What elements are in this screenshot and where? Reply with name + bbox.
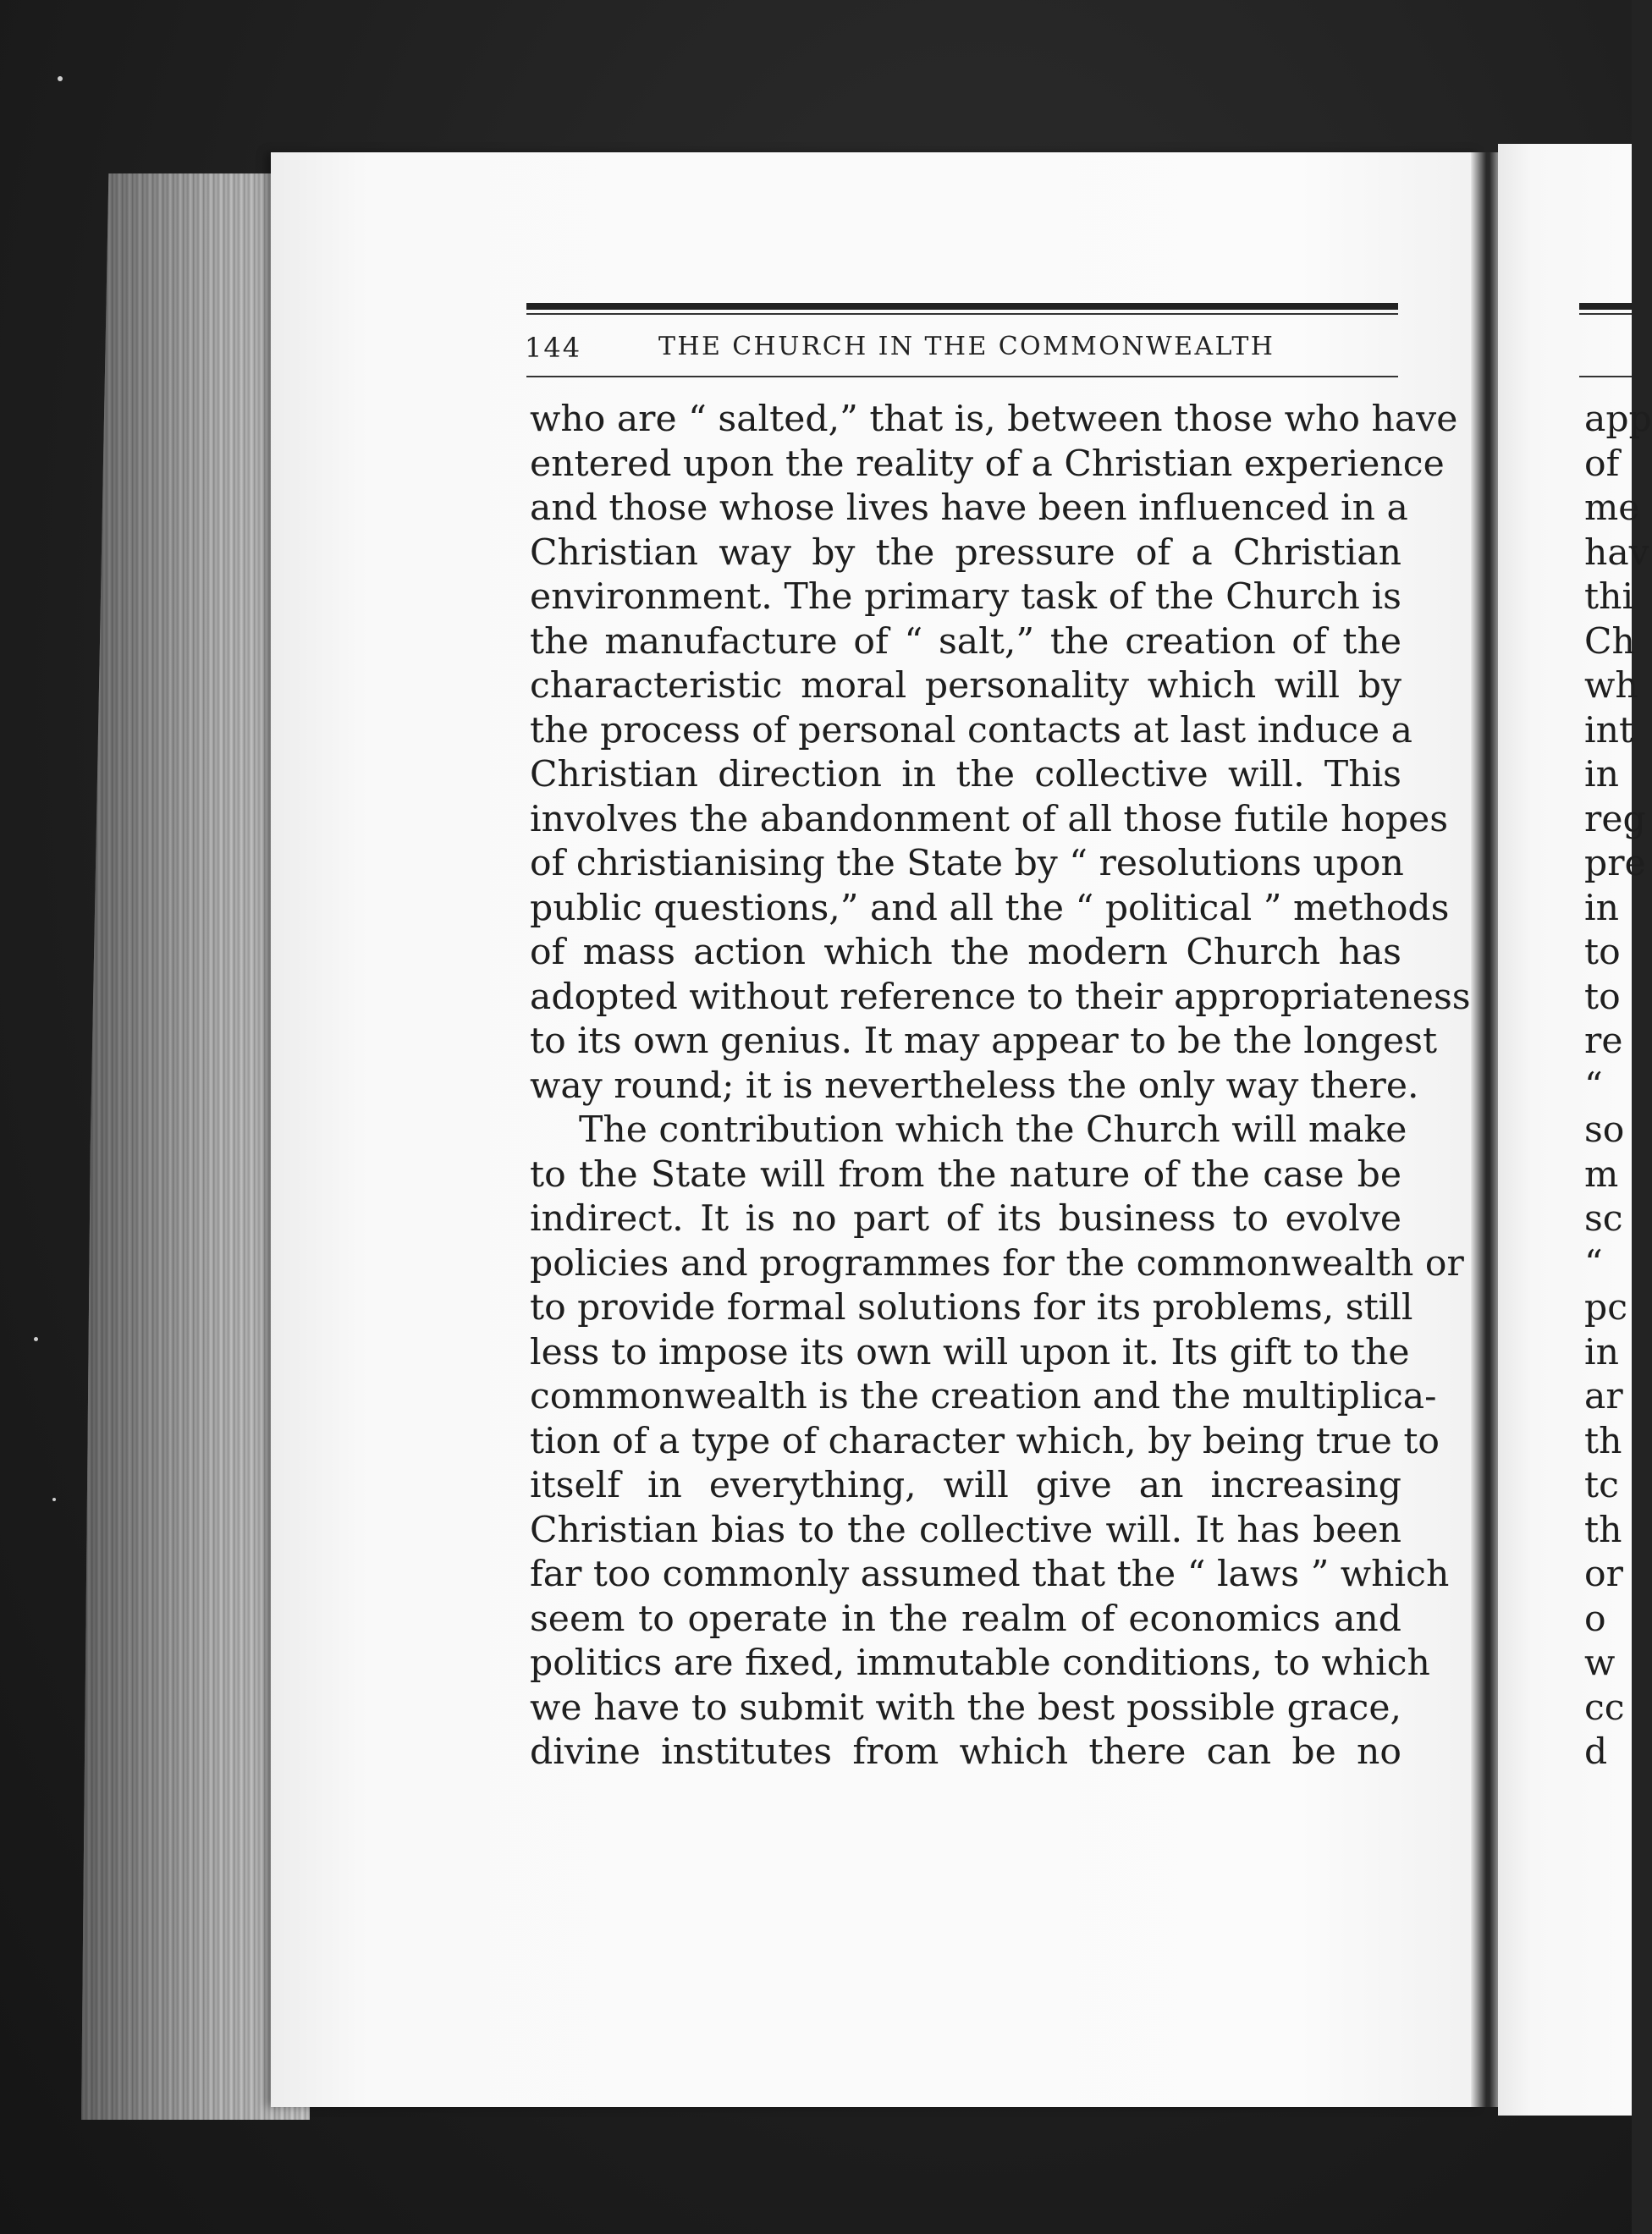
- text-line: we have to submit with the best possible grace,: [530, 1687, 1401, 1729]
- right-line-fragment: of: [1584, 443, 1620, 485]
- right-line-fragment: reg: [1584, 798, 1646, 840]
- text-line: the manufacture of “ salt,” the creation of the: [530, 620, 1401, 663]
- right-page-body: [1584, 398, 1652, 1775]
- text-line: policies and programmes for the commonwealth or: [530, 1242, 1464, 1285]
- right-line-fragment: tc: [1584, 1465, 1619, 1506]
- text-line: far too commonly assumed that the “ laws ” which: [530, 1554, 1450, 1595]
- right-line-fragment: “: [1584, 1242, 1603, 1285]
- dust-speck: [58, 76, 63, 81]
- text-line: involves the abandonment of all those futile hopes: [530, 798, 1449, 840]
- right-line-fragment: in: [1584, 887, 1619, 929]
- right-line-fragment: cc: [1584, 1687, 1625, 1729]
- text-line: politics are fixed, immutable conditions, to which: [530, 1642, 1430, 1684]
- text-line: divine institutes from which there can be no: [530, 1731, 1401, 1773]
- right-line-fragment: ar: [1584, 1376, 1623, 1417]
- right-line-fragment: to: [1584, 976, 1621, 1018]
- right-line-fragment: in: [1584, 754, 1619, 795]
- right-line-fragment: pre: [1584, 843, 1646, 884]
- text-line: environment. The primary task of the Church is: [530, 576, 1401, 618]
- text-line: to the State will from the nature of the case be: [530, 1153, 1401, 1196]
- right-line-fragment: or: [1584, 1554, 1623, 1595]
- text-line: entered upon the reality of a Christian experience: [530, 443, 1445, 485]
- right-line-fragment: thi: [1584, 576, 1634, 618]
- dust-speck: [52, 1498, 56, 1501]
- header-rule-top-thick: [526, 303, 1398, 310]
- right-line-fragment: hav: [1584, 531, 1649, 574]
- right-line-fragment: so: [1584, 1109, 1625, 1151]
- dust-speck: [34, 1337, 38, 1341]
- text-line: adopted without reference to their appropriateness: [530, 976, 1471, 1018]
- right-line-fragment: int: [1584, 709, 1634, 751]
- right-header-rule-bottom: [1579, 376, 1632, 377]
- text-line: of mass action which the modern Church has: [530, 932, 1401, 973]
- right-line-fragment: pc: [1584, 1287, 1628, 1329]
- right-header-rule-thick: [1579, 303, 1632, 310]
- paragraph-start-line: The contribution which the Church will make: [579, 1109, 1407, 1151]
- text-line: of christianising the State by “ resolutions upon: [530, 843, 1404, 884]
- text-line: Christian bias to the collective will. It has been: [530, 1509, 1401, 1551]
- text-line: who are “ salted,” that is, between those who have: [530, 399, 1458, 440]
- paragraph-end-line: way round; it is nevertheless the only way there.: [530, 1065, 1419, 1107]
- right-line-fragment: w: [1584, 1642, 1616, 1684]
- text-line: characteristic moral personality which will by: [530, 665, 1401, 707]
- text-line: commonwealth is the creation and the multiplica-: [530, 1376, 1437, 1417]
- header-rule-bottom: [526, 376, 1398, 377]
- right-line-fragment: Ch: [1584, 620, 1635, 663]
- text-line: and those whose lives have been influenced in a: [530, 487, 1408, 529]
- right-line-fragment: in: [1584, 1331, 1619, 1373]
- right-header-rule-thin: [1579, 313, 1632, 315]
- text-line: to provide formal solutions for its problems, still: [530, 1287, 1413, 1329]
- running-head: THE CHURCH IN THE COMMONWEALTH: [658, 332, 1275, 361]
- text-line: Christian way by the pressure of a Christian: [530, 531, 1401, 574]
- right-line-fragment: th: [1584, 1420, 1622, 1462]
- right-line-fragment: me: [1584, 487, 1640, 529]
- right-line-fragment: o: [1584, 1598, 1606, 1640]
- text-line: itself in everything, will give an increasing: [530, 1465, 1401, 1506]
- text-line: the process of personal contacts at last induce a: [530, 709, 1412, 751]
- right-line-fragment: wh: [1584, 665, 1638, 707]
- right-line-fragment: sc: [1584, 1198, 1623, 1240]
- text-line: less to impose its own will upon it. Its gift to the: [530, 1331, 1410, 1373]
- right-line-fragment: th: [1584, 1509, 1622, 1551]
- right-line-fragment: d: [1584, 1731, 1608, 1773]
- right-line-fragment: app: [1584, 399, 1652, 440]
- right-line-fragment: “: [1584, 1065, 1603, 1107]
- page-number: 144: [525, 332, 582, 364]
- text-line: indirect. It is no part of its business to evolve: [530, 1198, 1401, 1240]
- text-line: Christian direction in the collective will. This: [530, 754, 1401, 795]
- text-line: seem to operate in the realm of economics and: [530, 1598, 1401, 1640]
- left-page-body: [530, 398, 1471, 1775]
- header-rule-top-thin: [526, 313, 1398, 315]
- text-line: public questions,” and all the “ political ” methods: [530, 887, 1450, 929]
- text-line: to its own genius. It may appear to be the longest: [530, 1021, 1438, 1062]
- right-line-fragment: re: [1584, 1021, 1623, 1062]
- text-line: tion of a type of character which, by being true to: [530, 1420, 1440, 1462]
- right-line-fragment: to: [1584, 932, 1621, 973]
- right-line-fragment: m: [1584, 1153, 1619, 1196]
- page-header: [525, 327, 1396, 369]
